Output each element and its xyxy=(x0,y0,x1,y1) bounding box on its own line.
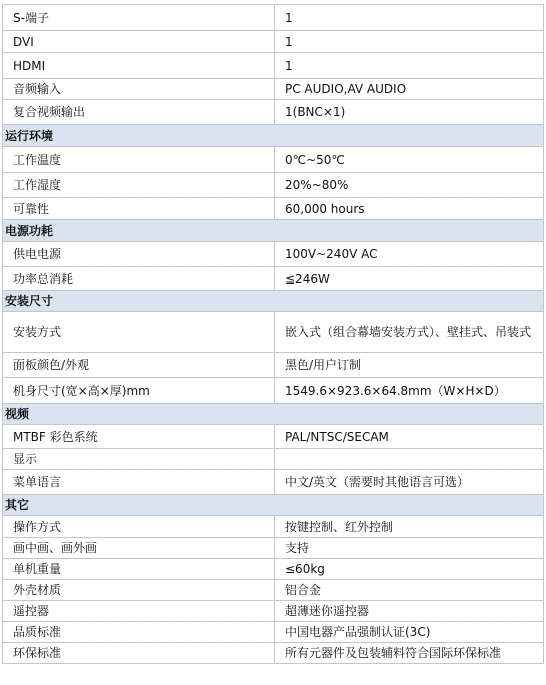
table-row xyxy=(3,173,544,198)
spec-label: 显示 xyxy=(3,449,275,470)
spec-label: 可靠性 xyxy=(3,198,275,220)
spec-value: 支持 xyxy=(275,538,544,559)
table-row xyxy=(3,516,544,538)
spec-value: 所有元器件及包装辅料符合国际环保标准 xyxy=(275,643,544,664)
spec-label: HDMI xyxy=(3,53,275,79)
spec-label: 品质标准 xyxy=(3,622,275,643)
spec-value: 1 xyxy=(275,5,544,31)
spec-value: 60,000 hours xyxy=(275,198,544,220)
table-row xyxy=(3,100,544,125)
table-row xyxy=(3,5,544,31)
section-header-row xyxy=(3,404,544,425)
section-title: 视频 xyxy=(3,404,544,425)
spec-table xyxy=(2,4,544,664)
spec-label: 环保标准 xyxy=(3,643,275,664)
spec-label: 音频输入 xyxy=(3,79,275,100)
table-row xyxy=(3,242,544,267)
table-row xyxy=(3,425,544,449)
spec-value: ≦246W xyxy=(275,267,544,291)
table-row xyxy=(3,601,544,622)
spec-label: DVI xyxy=(3,31,275,53)
table-row xyxy=(3,31,544,53)
section-header-row xyxy=(3,220,544,242)
spec-value: 嵌入式（组合幕墙安装方式）、壁挂式、吊装式 xyxy=(275,312,544,353)
spec-label: 遥控器 xyxy=(3,601,275,622)
spec-value: 0℃~50℃ xyxy=(275,147,544,173)
spec-value: 铝合金 xyxy=(275,580,544,601)
table-row xyxy=(3,378,544,404)
section-title: 安装尺寸 xyxy=(3,291,544,312)
table-row xyxy=(3,267,544,291)
spec-value: 中文/英文（需要时其他语言可选） xyxy=(275,470,544,495)
spec-value: PAL/NTSC/SECAM xyxy=(275,425,544,449)
spec-value: PC AUDIO,AV AUDIO xyxy=(275,79,544,100)
section-title: 电源功耗 xyxy=(3,220,544,242)
table-row xyxy=(3,470,544,495)
table-row xyxy=(3,79,544,100)
spec-label: 菜单语言 xyxy=(3,470,275,495)
spec-value: 100V~240V AC xyxy=(275,242,544,267)
table-row xyxy=(3,643,544,664)
spec-label: 复合视频输出 xyxy=(3,100,275,125)
spec-value: 1(BNC×1) xyxy=(275,100,544,125)
spec-value: 按键控制、红外控制 xyxy=(275,516,544,538)
section-title: 其它 xyxy=(3,495,544,516)
spec-label: 外壳材质 xyxy=(3,580,275,601)
spec-value: 超薄迷你遥控器 xyxy=(275,601,544,622)
spec-label: 供电电源 xyxy=(3,242,275,267)
spec-value: 中国电器产品强制认证(3C) xyxy=(275,622,544,643)
table-row xyxy=(3,312,544,353)
spec-value: 1 xyxy=(275,31,544,53)
section-title: 运行环境 xyxy=(3,125,544,147)
spec-label: 安装方式 xyxy=(3,312,275,353)
spec-value: 黑色/用户订制 xyxy=(275,353,544,378)
table-row xyxy=(3,559,544,580)
spec-label: 机身尺寸(宽×高×厚)mm xyxy=(3,378,275,404)
section-header-row xyxy=(3,125,544,147)
table-row xyxy=(3,198,544,220)
spec-label: 工作湿度 xyxy=(3,173,275,198)
table-row xyxy=(3,622,544,643)
spec-label: 功率总消耗 xyxy=(3,267,275,291)
spec-label: 面板颜色/外观 xyxy=(3,353,275,378)
spec-label: 单机重量 xyxy=(3,559,275,580)
table-row xyxy=(3,53,544,79)
spec-label: MTBF 彩色系统 xyxy=(3,425,275,449)
table-row xyxy=(3,449,544,470)
table-row xyxy=(3,147,544,173)
spec-value: 20%~80% xyxy=(275,173,544,198)
spec-label: 画中画、画外画 xyxy=(3,538,275,559)
section-header-row xyxy=(3,291,544,312)
spec-table-body xyxy=(3,5,544,664)
spec-label: 工作温度 xyxy=(3,147,275,173)
table-row xyxy=(3,580,544,601)
spec-label: 操作方式 xyxy=(3,516,275,538)
spec-value: ≤60kg xyxy=(275,559,544,580)
section-header-row xyxy=(3,495,544,516)
spec-value: 1549.6×923.6×64.8mm（W×H×D） xyxy=(275,378,544,404)
spec-value xyxy=(275,449,544,470)
spec-label: S-端子 xyxy=(3,5,275,31)
table-row xyxy=(3,538,544,559)
table-row xyxy=(3,353,544,378)
spec-value: 1 xyxy=(275,53,544,79)
